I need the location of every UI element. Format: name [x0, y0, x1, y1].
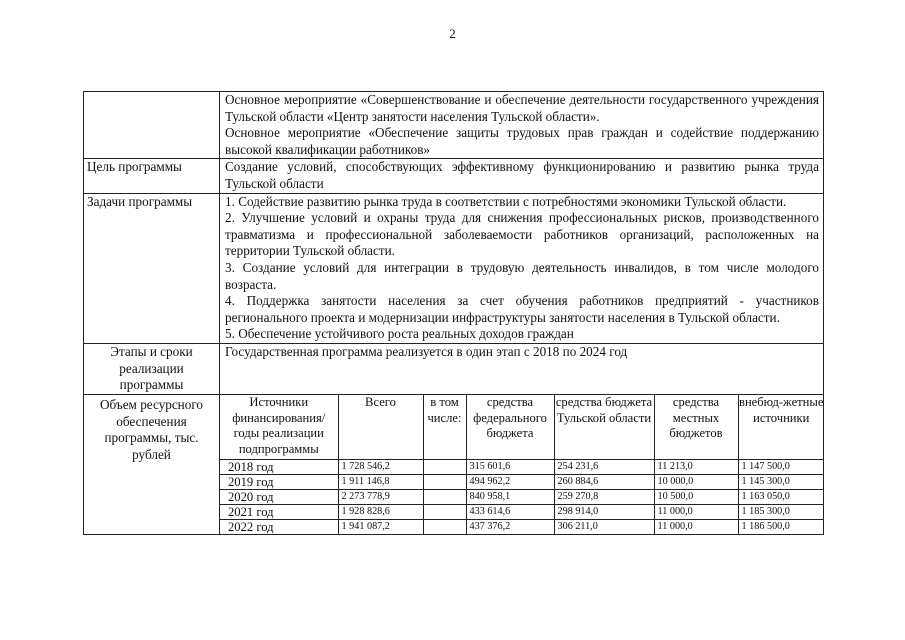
- finance-extra: 1 163 050,0: [738, 489, 824, 504]
- finance-federal: 433 614,6: [466, 504, 554, 519]
- finance-total: 1 911 146,8: [338, 474, 423, 489]
- finance-year: 2018 год: [220, 459, 338, 474]
- finance-total: 1 928 828,6: [338, 504, 423, 519]
- finance-incl: [423, 474, 466, 489]
- tasks-row: [84, 193, 824, 343]
- finance-data-row: [220, 474, 824, 489]
- finance-incl: [423, 459, 466, 474]
- finance-local: 11 000,0: [654, 504, 738, 519]
- finance-header: Источники финансирования/ годы реализации подпрограммы: [220, 395, 338, 460]
- finance-local: 11 213,0: [654, 459, 738, 474]
- tasks-content: [220, 193, 824, 343]
- stages-text: Государственная программа реализуется в один этап с 2018 по 2024 год: [220, 343, 824, 394]
- finance-extra: 1 147 500,0: [738, 459, 824, 474]
- finance-federal: 315 601,6: [466, 459, 554, 474]
- finance-incl: [423, 489, 466, 504]
- activities-label: [84, 92, 220, 159]
- finance-incl: [423, 504, 466, 519]
- finance-data-row: [220, 459, 824, 474]
- finance-total: 1 728 546,2: [338, 459, 423, 474]
- finance-federal: 840 958,1: [466, 489, 554, 504]
- finance-total: 2 273 778,9: [338, 489, 423, 504]
- finance-header: средства бюджета Тульской области: [554, 395, 654, 460]
- finance-header: внебюд-жетные источники: [738, 395, 824, 460]
- activities-content: [220, 92, 824, 159]
- finance-federal: 437 376,2: [466, 519, 554, 534]
- finance-local: 10 500,0: [654, 489, 738, 504]
- task-item: 2. Улучшение условий и охраны труда для снижения профессиональных рисков, производственного травматизма и профессиональной заболеваемости работников организаций, расположенных на территории Тульской области.: [225, 210, 819, 259]
- finance-regional: 259 270,8: [554, 489, 654, 504]
- finance-data-row: [220, 489, 824, 504]
- stages-label: Этапы и сроки реализации программы: [84, 343, 220, 394]
- finance-year: 2020 год: [220, 489, 338, 504]
- finance-data-row: [220, 519, 824, 534]
- finance-header: в том числе:: [423, 395, 466, 460]
- finance-extra: 1 145 300,0: [738, 474, 824, 489]
- passport-table: [83, 91, 824, 535]
- task-item: 1. Содействие развитию рынка труда в соответствии с потребностями экономики Тульской области.: [225, 193, 787, 209]
- finance-header-row: [220, 395, 824, 460]
- page-number: 2: [449, 26, 456, 41]
- finance-extra: 1 186 500,0: [738, 519, 824, 534]
- goal-row: [84, 159, 824, 193]
- finance-row: [84, 394, 824, 534]
- finance-table: [220, 395, 824, 534]
- task-item: 3. Создание условий для интеграции в трудовую деятельность инвалидов, в том числе молодого возраста.: [225, 259, 819, 292]
- finance-header: Всего: [338, 395, 423, 460]
- finance-federal: 494 962,2: [466, 474, 554, 489]
- finance-regional: 306 211,0: [554, 519, 654, 534]
- finance-data-row: [220, 504, 824, 519]
- finance-regional: 254 231,6: [554, 459, 654, 474]
- tasks-label: Задачи программы: [84, 193, 220, 343]
- finance-label: Объем ресурсного обеспечения программы, тыс. рублей: [84, 394, 220, 534]
- finance-year: 2019 год: [220, 474, 338, 489]
- activity-paragraph: Основное мероприятие «Совершенствование и обеспечение деятельности государственного учреждения Тульской области «Центр занятости населения Тульской области».: [225, 92, 819, 124]
- finance-local: 11 000,0: [654, 519, 738, 534]
- task-item: 4. Поддержка занятости населения за счет обучения работников предприятий - участников регионального проекта и модернизации инфраструктуры занятости населения в Тульской области.: [225, 293, 819, 325]
- finance-year: 2021 год: [220, 504, 338, 519]
- finance-total: 1 941 087,2: [338, 519, 423, 534]
- finance-extra: 1 185 300,0: [738, 504, 824, 519]
- activity-paragraph: Основное мероприятие «Обеспечение защиты трудовых прав граждан и содействие поддержанию высокой квалификации работников»: [225, 125, 819, 157]
- stages-row: [84, 343, 824, 394]
- finance-regional: 260 884,6: [554, 474, 654, 489]
- activities-row: [84, 92, 824, 159]
- finance-header: средства местных бюджетов: [654, 395, 738, 460]
- finance-cell: [220, 394, 824, 534]
- finance-local: 10 000,0: [654, 474, 738, 489]
- finance-year: 2022 год: [220, 519, 338, 534]
- goal-label: Цель программы: [84, 159, 220, 193]
- finance-regional: 298 914,0: [554, 504, 654, 519]
- finance-incl: [423, 519, 466, 534]
- finance-header: средства федерального бюджета: [466, 395, 554, 460]
- goal-text: Создание условий, способствующих эффективному функционированию и развитию рынка труда Тульской области: [220, 159, 824, 193]
- task-item: 5. Обеспечение устойчивого роста реальных доходов граждан: [225, 326, 574, 342]
